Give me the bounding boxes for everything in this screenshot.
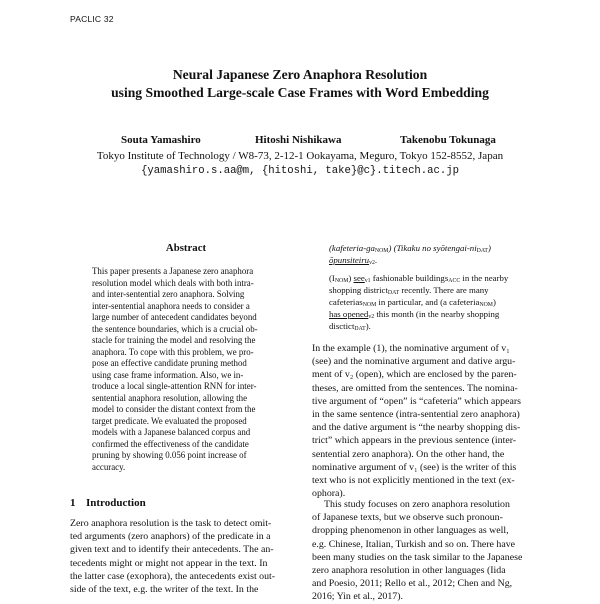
- example-english-gloss: [329, 272, 541, 332]
- email-addresses: {yamashiro.s.aa@m, {hitoshi, take}@c}.titech.ac.jp: [141, 165, 459, 177]
- gloss-line: has opened$_{v2}$ this month (in the nearby shopping: [329, 309, 500, 320]
- gloss-line: shopping district$_{DAT}$ recently. There are many: [329, 285, 489, 296]
- example-block: [329, 242, 541, 332]
- abstract-line: resolution model which deals with both intra-: [92, 277, 254, 288]
- paragraph-line: of Japanese texts, but we observe such pronoun-: [312, 512, 503, 524]
- abstract-body: [92, 266, 280, 473]
- paragraph-line: e.g. Chinese, Italian, Turkish and so on. There have: [312, 538, 516, 550]
- example-japanese-line-1: $(kafeteria-ga_{NOM})$ (Tikaku no syōtengai-$ni_{DAT}$): [329, 243, 491, 254]
- section-number: 1: [70, 497, 76, 509]
- paragraph-line: and Poesio, 2011; Rello et al., 2012; Chen and Ng,: [312, 578, 513, 590]
- paragraph-study-focus: [312, 498, 542, 604]
- author-2: Hitoshi Nishikawa: [255, 134, 342, 146]
- introduction-line: Zero anaphora resolution is the task to detect omit-: [70, 518, 272, 529]
- gloss-line: $(I_{NOM})$ see$_{v1}$ fashionable buildings$_{ACC}$ in the nearby: [329, 273, 509, 284]
- gloss-line: disctict$_{DAT}$).: [329, 321, 371, 332]
- paragraph-line: tive argument of “open” is “cafeteria” which appears: [312, 395, 522, 407]
- abstract-line: confirmed the effectiveness of the candidate: [92, 438, 249, 449]
- author-1: Souta Yamashiro: [121, 134, 201, 146]
- abstract-line: large number of antecedent candidates beyond: [92, 312, 257, 322]
- paragraph-line: in the same sentence (intra-sentential zero anaphora): [312, 409, 520, 421]
- abstract-line: pose an effective candidate pruning method: [92, 358, 247, 368]
- abstract-line: pruning by showing 0.056 point increase of: [92, 450, 247, 460]
- paper-title-line-2: using Smoothed Large-scale Case Frames with Word Embedding: [111, 85, 489, 100]
- paragraph-line: zero anaphora resolution in other languages (Iida: [312, 565, 506, 577]
- introduction-line: side of the text, e.g. the writer of the text. In the: [70, 584, 259, 596]
- paragraph-line: This study focuses on zero anaphora resolution: [324, 499, 510, 510]
- paragraph-line: trict” which appears in the previous sentence (inter-: [312, 435, 517, 447]
- conference-header: PACLIC 32: [70, 14, 114, 24]
- paragraph-line: (see) and the nominative argument and dative argu-: [312, 356, 516, 368]
- abstract-line: and inter-sentential zero anaphora. Solving: [92, 289, 245, 299]
- abstract-line: accuracy.: [92, 461, 126, 472]
- paragraph-line: ment of v₂ (open), which are enclosed by the paren-: [312, 369, 517, 381]
- paragraph-line: In the example (1), the nominative argument of v₁: [312, 343, 510, 354]
- introduction-body: [70, 517, 302, 596]
- paragraph-line: nominative argument of v₁ (see) is the writer of this: [312, 461, 517, 473]
- paragraph-line: 2016; Yin et al., 2017).: [312, 591, 403, 603]
- abstract-heading: Abstract: [165, 242, 207, 254]
- paragraph-example-discussion: [312, 342, 542, 500]
- abstract-line: troduce a local single-attention RNN for inter-: [92, 381, 257, 391]
- affiliation: Tokyo Institute of Technology / W8-73, 2-12-1 Ookayama, Meguro, Tokyo 152-8552, Japan: [96, 150, 504, 162]
- paragraph-line: been many studies on the task similar to the Japanese: [312, 551, 523, 563]
- paragraph-line: sentential zero anaphora). On the other hand, the: [312, 448, 505, 460]
- abstract-line: using case frame information. Also, we in-: [92, 369, 244, 380]
- abstract-line: This paper presents a Japanese zero anaphora: [92, 266, 254, 276]
- abstract-line: sentential anaphora resolution, allowing the: [92, 392, 248, 403]
- example-japanese-line-2: ōpunsiteiru$_{v2}$.: [329, 255, 378, 266]
- author-3: Takenobu Tokunaga: [400, 134, 496, 146]
- abstract-line: stacle for training the model and resolving the: [92, 335, 256, 345]
- gloss-line: cafeterias$_{NOM}$ in particular, and (a cafeteria$_{NOM}$): [329, 297, 496, 308]
- paragraph-line: ophora).: [312, 488, 346, 500]
- introduction-line: ted arguments (zero anaphors) of the predicate in a: [70, 531, 271, 543]
- section-title: Introduction: [86, 497, 146, 509]
- paragraph-line: theses, are omitted from the sentences. The nomina-: [312, 382, 518, 394]
- abstract-line: model to consider the distant context from the: [92, 404, 256, 414]
- abstract-line: target predicate. We evaluated the proposed: [92, 415, 247, 426]
- abstract-line: models with a Japanese balanced corpus and: [92, 427, 251, 437]
- abstract-line: anaphora. To cope with this problem, we pro-: [92, 346, 254, 357]
- paragraph-line: dropping phenomenon in other languages as well,: [312, 525, 509, 537]
- paper-title-line-1: Neural Japanese Zero Anaphora Resolution: [172, 67, 428, 82]
- section-heading-introduction: [70, 497, 146, 509]
- introduction-line: given text and to identify their antecedents. The an-: [70, 544, 274, 556]
- abstract-line: inter-sentential anaphora needs to consider a: [92, 300, 250, 311]
- paragraph-line: and the dative argument is “the nearby shopping dis-: [312, 422, 521, 434]
- introduction-line: tecedents might or might not appear in the text. In: [70, 557, 268, 569]
- introduction-line: the latter case (exophora), the antecedents exist out-: [70, 570, 276, 582]
- paragraph-line: text who is not explicitly mentioned in the text (ex-: [312, 475, 515, 487]
- abstract-line: the sentence boundaries, which is a crucial ob-: [92, 323, 258, 334]
